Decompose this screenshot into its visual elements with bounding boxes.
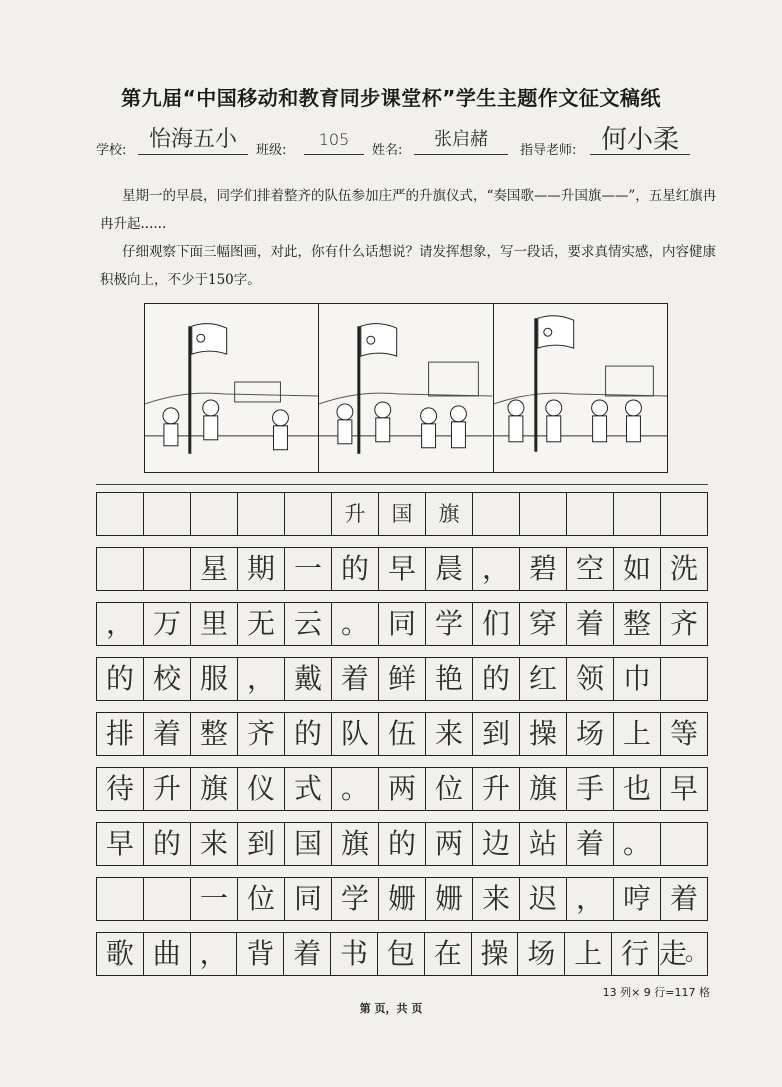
grid-cell[interactable]: 站 — [520, 823, 567, 865]
grid-cell[interactable]: 如 — [614, 548, 661, 590]
grid-cell[interactable]: 仪 — [238, 768, 285, 810]
grid-cell[interactable]: ， — [191, 933, 238, 975]
grid-cell[interactable]: 包 — [378, 933, 425, 975]
grid-cell[interactable]: 国 — [379, 493, 426, 535]
grid-cell[interactable]: 国 — [285, 823, 332, 865]
grid-row — [96, 932, 708, 976]
school-label: 学校: — [96, 143, 127, 158]
grid-cell[interactable]: 等 — [669, 717, 698, 750]
grid-cell[interactable]: 星 — [191, 548, 238, 590]
grid-cell[interactable]: 里 — [191, 603, 238, 645]
grid-cell[interactable]: 齐 — [238, 713, 285, 755]
grid-cell[interactable]: 。 — [332, 603, 379, 645]
teacher-label: 指导老师: — [520, 143, 577, 158]
picture-panel-3 — [494, 304, 667, 472]
grid-cell[interactable]: 旗 — [191, 768, 238, 810]
grid-cell[interactable]: 哼 — [614, 878, 661, 920]
grid-cell[interactable]: 的 — [379, 823, 426, 865]
grid-cell[interactable]: 无 — [238, 603, 285, 645]
grid-cell[interactable]: 同 — [285, 878, 332, 920]
grid-cell[interactable] — [191, 493, 238, 535]
name-label: 姓名: — [372, 143, 403, 158]
grid-cell[interactable]: 洗 — [669, 552, 698, 585]
grid-cell[interactable]: 行 — [612, 933, 659, 975]
grid-cell[interactable] — [238, 493, 285, 535]
grid-cell[interactable]: 式 — [285, 768, 332, 810]
grid-cell[interactable]: 书 — [331, 933, 378, 975]
grid-cell[interactable] — [97, 493, 144, 535]
name-field[interactable]: 张启赭 — [414, 126, 508, 155]
grid-cell[interactable]: 歌 — [97, 933, 144, 975]
teacher-field[interactable]: 何小柔 — [590, 126, 690, 155]
grid-cell[interactable]: 升 — [144, 768, 191, 810]
grid-cell[interactable]: 红 — [520, 658, 567, 700]
grid-cell[interactable] — [144, 878, 191, 920]
class-field[interactable]: 105 — [304, 126, 364, 155]
grid-cell[interactable]: 到 — [238, 823, 285, 865]
grid-cell[interactable]: 队 — [332, 713, 379, 755]
grid-cell[interactable]: 也 — [614, 768, 661, 810]
grid-cell[interactable]: 着 — [144, 713, 191, 755]
grid-cell[interactable]: 姗 — [426, 878, 473, 920]
grid-cell[interactable]: 升 — [332, 493, 379, 535]
page-number-footer: 第 页，共 页 — [359, 1002, 423, 1015]
grid-cell[interactable] — [285, 493, 332, 535]
grid-cell[interactable]: 整 — [614, 603, 661, 645]
grid-cell[interactable] — [661, 823, 707, 865]
grid-cell[interactable]: 场 — [518, 933, 565, 975]
prompt-instructions: 仔细观察下面三幅图画，对此，你有什么话想说？请发挥想象，写一段话，要求真情实感，内容健康积极向上，不少于150字。 — [100, 244, 716, 288]
grid-cell[interactable]: 升 — [473, 768, 520, 810]
grid-row — [96, 877, 708, 921]
grid-cell[interactable]: ， — [97, 603, 144, 645]
grid-cell[interactable] — [97, 548, 144, 590]
grid-cell[interactable]: 学 — [332, 878, 379, 920]
grid-cell[interactable] — [614, 493, 661, 535]
grid-row — [96, 822, 708, 866]
page-title: 第九届“中国移动和教育同步课堂杯”学生主题作文征文稿纸 — [121, 86, 661, 110]
grid-cell[interactable]: 期 — [238, 548, 285, 590]
grid-cell[interactable]: 校 — [144, 658, 191, 700]
grid-cell[interactable]: 艳 — [426, 658, 473, 700]
grid-row — [96, 767, 708, 811]
grid-cell[interactable]: 穿 — [520, 603, 567, 645]
grid-cell[interactable]: 的 — [332, 548, 379, 590]
grid-row — [96, 712, 708, 756]
student-info-row — [96, 126, 736, 160]
grid-cell[interactable]: 姗 — [379, 878, 426, 920]
grid-cell[interactable]: 走 。 — [658, 937, 707, 970]
grid-cell[interactable]: 齐 — [669, 607, 698, 640]
grid-cell[interactable]: 巾 — [614, 658, 661, 700]
grid-cell[interactable] — [661, 493, 707, 535]
grid-cell[interactable]: 排 — [97, 713, 144, 755]
grid-row — [96, 547, 708, 591]
grid-top-rule — [96, 484, 708, 485]
prompt-intro: 星期一的早晨，同学们排着整齐的队伍参加庄严的升旗仪式，“奏国歌——升国旗——”，五星红旗冉冉升起...... — [100, 188, 717, 232]
grid-cell[interactable] — [567, 493, 614, 535]
grid-cell[interactable]: 。 — [332, 768, 379, 810]
grid-cell[interactable]: 着 — [567, 823, 614, 865]
grid-cell[interactable]: 着 — [567, 603, 614, 645]
grid-cell[interactable]: 两 — [426, 823, 473, 865]
grid-count-note: 13 列× 9 行=117 格 — [602, 986, 710, 999]
grid-cell[interactable]: 在 — [425, 933, 472, 975]
grid-cell[interactable]: 早 — [669, 772, 698, 805]
grid-cell[interactable] — [473, 493, 520, 535]
grid-cell[interactable]: 旗 — [426, 493, 473, 535]
picture-panel-2 — [319, 304, 493, 472]
grid-cell[interactable]: 待 — [97, 768, 144, 810]
grid-cell[interactable]: 万 — [144, 603, 191, 645]
grid-cell[interactable]: 着 — [669, 882, 698, 915]
grid-cell[interactable]: 碧 — [520, 548, 567, 590]
class-label: 班级: — [256, 143, 287, 158]
grid-cell[interactable]: 曲 — [144, 933, 191, 975]
grid-cell[interactable]: 上 — [614, 713, 661, 755]
grid-cell[interactable]: 着 — [332, 658, 379, 700]
grid-row — [96, 602, 708, 646]
grid-cell[interactable]: 两 — [379, 768, 426, 810]
flag-raising-illustration-1 — [145, 304, 318, 472]
grid-cell[interactable]: 迟 — [520, 878, 567, 920]
grid-cell[interactable]: 操 — [472, 933, 519, 975]
grid-cell[interactable]: 旗 — [520, 768, 567, 810]
school-field[interactable]: 怡海五小 — [138, 126, 248, 155]
grid-cell[interactable]: 云 — [285, 603, 332, 645]
grid-row — [96, 492, 708, 536]
grid-row — [96, 657, 708, 701]
grid-cell[interactable] — [144, 548, 191, 590]
grid-cell[interactable]: 晨 — [426, 548, 473, 590]
picture-panel-1 — [145, 304, 319, 472]
grid-cell[interactable]: 背 — [237, 933, 284, 975]
flag-raising-illustration-2 — [319, 304, 492, 472]
grid-cell[interactable]: ， — [473, 548, 520, 590]
grid-cell[interactable]: 伍 — [379, 713, 426, 755]
grid-cell[interactable]: 位 — [426, 768, 473, 810]
grid-cell[interactable]: 上 — [565, 933, 612, 975]
grid-cell[interactable]: 着 — [284, 933, 331, 975]
grid-cell[interactable]: 来 — [191, 823, 238, 865]
grid-cell[interactable]: 早 — [97, 823, 144, 865]
grid-cell[interactable]: 一 — [191, 878, 238, 920]
grid-cell[interactable]: 整 — [191, 713, 238, 755]
grid-cell[interactable]: 的 — [285, 713, 332, 755]
grid-cell[interactable]: 空 — [567, 548, 614, 590]
grid-cell[interactable]: 早 — [379, 548, 426, 590]
grid-cell[interactable]: 们 — [473, 603, 520, 645]
grid-cell[interactable]: 服 — [191, 658, 238, 700]
picture-panels — [144, 303, 668, 473]
grid-cell[interactable]: ， — [238, 658, 285, 700]
flag-raising-illustration-3 — [494, 304, 667, 472]
grid-cell[interactable]: 操 — [520, 713, 567, 755]
grid-cell[interactable]: 戴 — [285, 658, 332, 700]
grid-cell[interactable]: 来 — [473, 878, 520, 920]
grid-cell[interactable]: 同 — [379, 603, 426, 645]
grid-cell[interactable]: 的 — [473, 658, 520, 700]
grid-cell[interactable]: 鲜 — [379, 658, 426, 700]
grid-cell[interactable]: 来 — [426, 713, 473, 755]
grid-cell[interactable]: 旗 — [332, 823, 379, 865]
grid-cell[interactable]: 。 — [614, 823, 661, 865]
grid-cell[interactable]: 领 — [567, 658, 614, 700]
grid-cell[interactable]: ， — [567, 878, 614, 920]
grid-cell[interactable]: 的 — [97, 658, 144, 700]
grid-cell[interactable]: 的 — [144, 823, 191, 865]
grid-cell[interactable]: 边 — [473, 823, 520, 865]
grid-cell[interactable]: 学 — [426, 603, 473, 645]
grid-cell[interactable]: 场 — [567, 713, 614, 755]
grid-cell[interactable]: 到 — [473, 713, 520, 755]
grid-cell[interactable]: 手 — [567, 768, 614, 810]
grid-cell[interactable]: 位 — [238, 878, 285, 920]
grid-cell[interactable] — [144, 493, 191, 535]
grid-cell[interactable] — [520, 493, 567, 535]
grid-cell[interactable]: 一 — [285, 548, 332, 590]
grid-cell[interactable] — [661, 658, 707, 700]
grid-cell[interactable] — [97, 878, 144, 920]
grid-overflow-mark: 。 — [684, 941, 707, 966]
